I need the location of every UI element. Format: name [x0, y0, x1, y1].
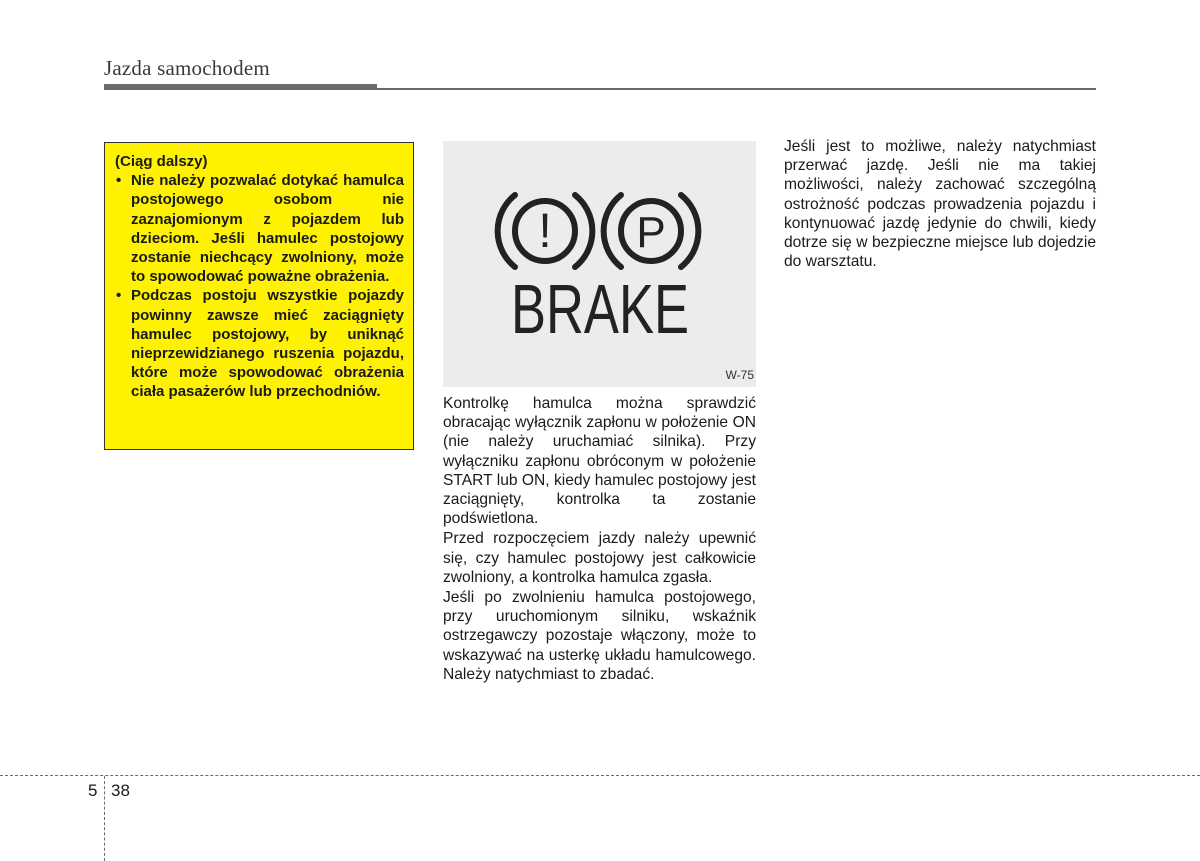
warning-box [104, 142, 414, 450]
paragraph: Kontrolkę hamulca można sprawdzić obracając wyłącznik zapłonu w położenie ON (nie należy uruchamiać silnika). Przy wyłączniku zapłonu obróconym w położenie START lub ON, kiedy hamulec postojowy jest zaciągnięty, kontrolka ta zostanie podświetlona. [443, 395, 756, 528]
middle-text-column [443, 394, 756, 685]
page-header-title: Jazda samochodem [104, 56, 270, 80]
brake-warning-lamp-icon [443, 141, 756, 387]
chapter-number: 5 [88, 781, 98, 800]
paragraph: Przed rozpoczęciem jazdy należy upewnić się, czy hamulec postojowy jest całkowicie zwolniony, a kontrolka hamulca zgasła. [443, 530, 756, 586]
paragraph: Jeśli po zwolnieniu hamulca postojowego, przy uruchomionym silniku, wskaźnik ostrzegawczy pozostaje włączony, może to wskazywać na usterkę układu hamulcowego. Należy natychmiast to zbadać. [443, 589, 756, 683]
parking-symbol: P [636, 208, 666, 257]
warning-continued-label: (Ciąg dalszy) [115, 153, 208, 170]
footer-divider [0, 775, 1200, 776]
brake-label: BRAKE [511, 270, 689, 348]
right-text-column [784, 137, 1096, 272]
paragraph: Jeśli jest to możliwe, należy natychmiast przerwać jazdę. Jeśli nie ma takiej możliwości, należy zachować szczególną ostrożność podczas prowadzenia pojazdu i kontynuować jazdę jedynie do chwili, kiedy dotrze się w bezpieczne miejsce lub dojedzie do warsztatu. [784, 138, 1096, 271]
header-rule-thick [104, 84, 377, 90]
warning-item: • Podczas postoju wszystkie pojazdy powinny zawsze mieć zaciągnięty hamulec postojowy, by uniknąć nieprzewidzianego ruszenia pojazdu, które może spowodować obrażenia ciała pasażerów lub przechodniów. [115, 286, 404, 401]
warning-item: • Nie należy pozwalać dotykać hamulca postojowego osobom nie zaznajomionym z pojazdem lub dzieciom. Jeśli hamulec postojowy zostanie niechcący zwolniony, może to spowodować poważne obrażenia. [115, 171, 404, 286]
warning-list [115, 171, 404, 401]
figure-code: W-75 [725, 368, 754, 382]
page-number: 38 [111, 781, 130, 800]
brake-warning-figure [443, 141, 756, 387]
header-rule-thin [377, 88, 1096, 90]
footer-vertical-divider [104, 776, 105, 861]
exclamation-symbol: ! [538, 205, 552, 258]
